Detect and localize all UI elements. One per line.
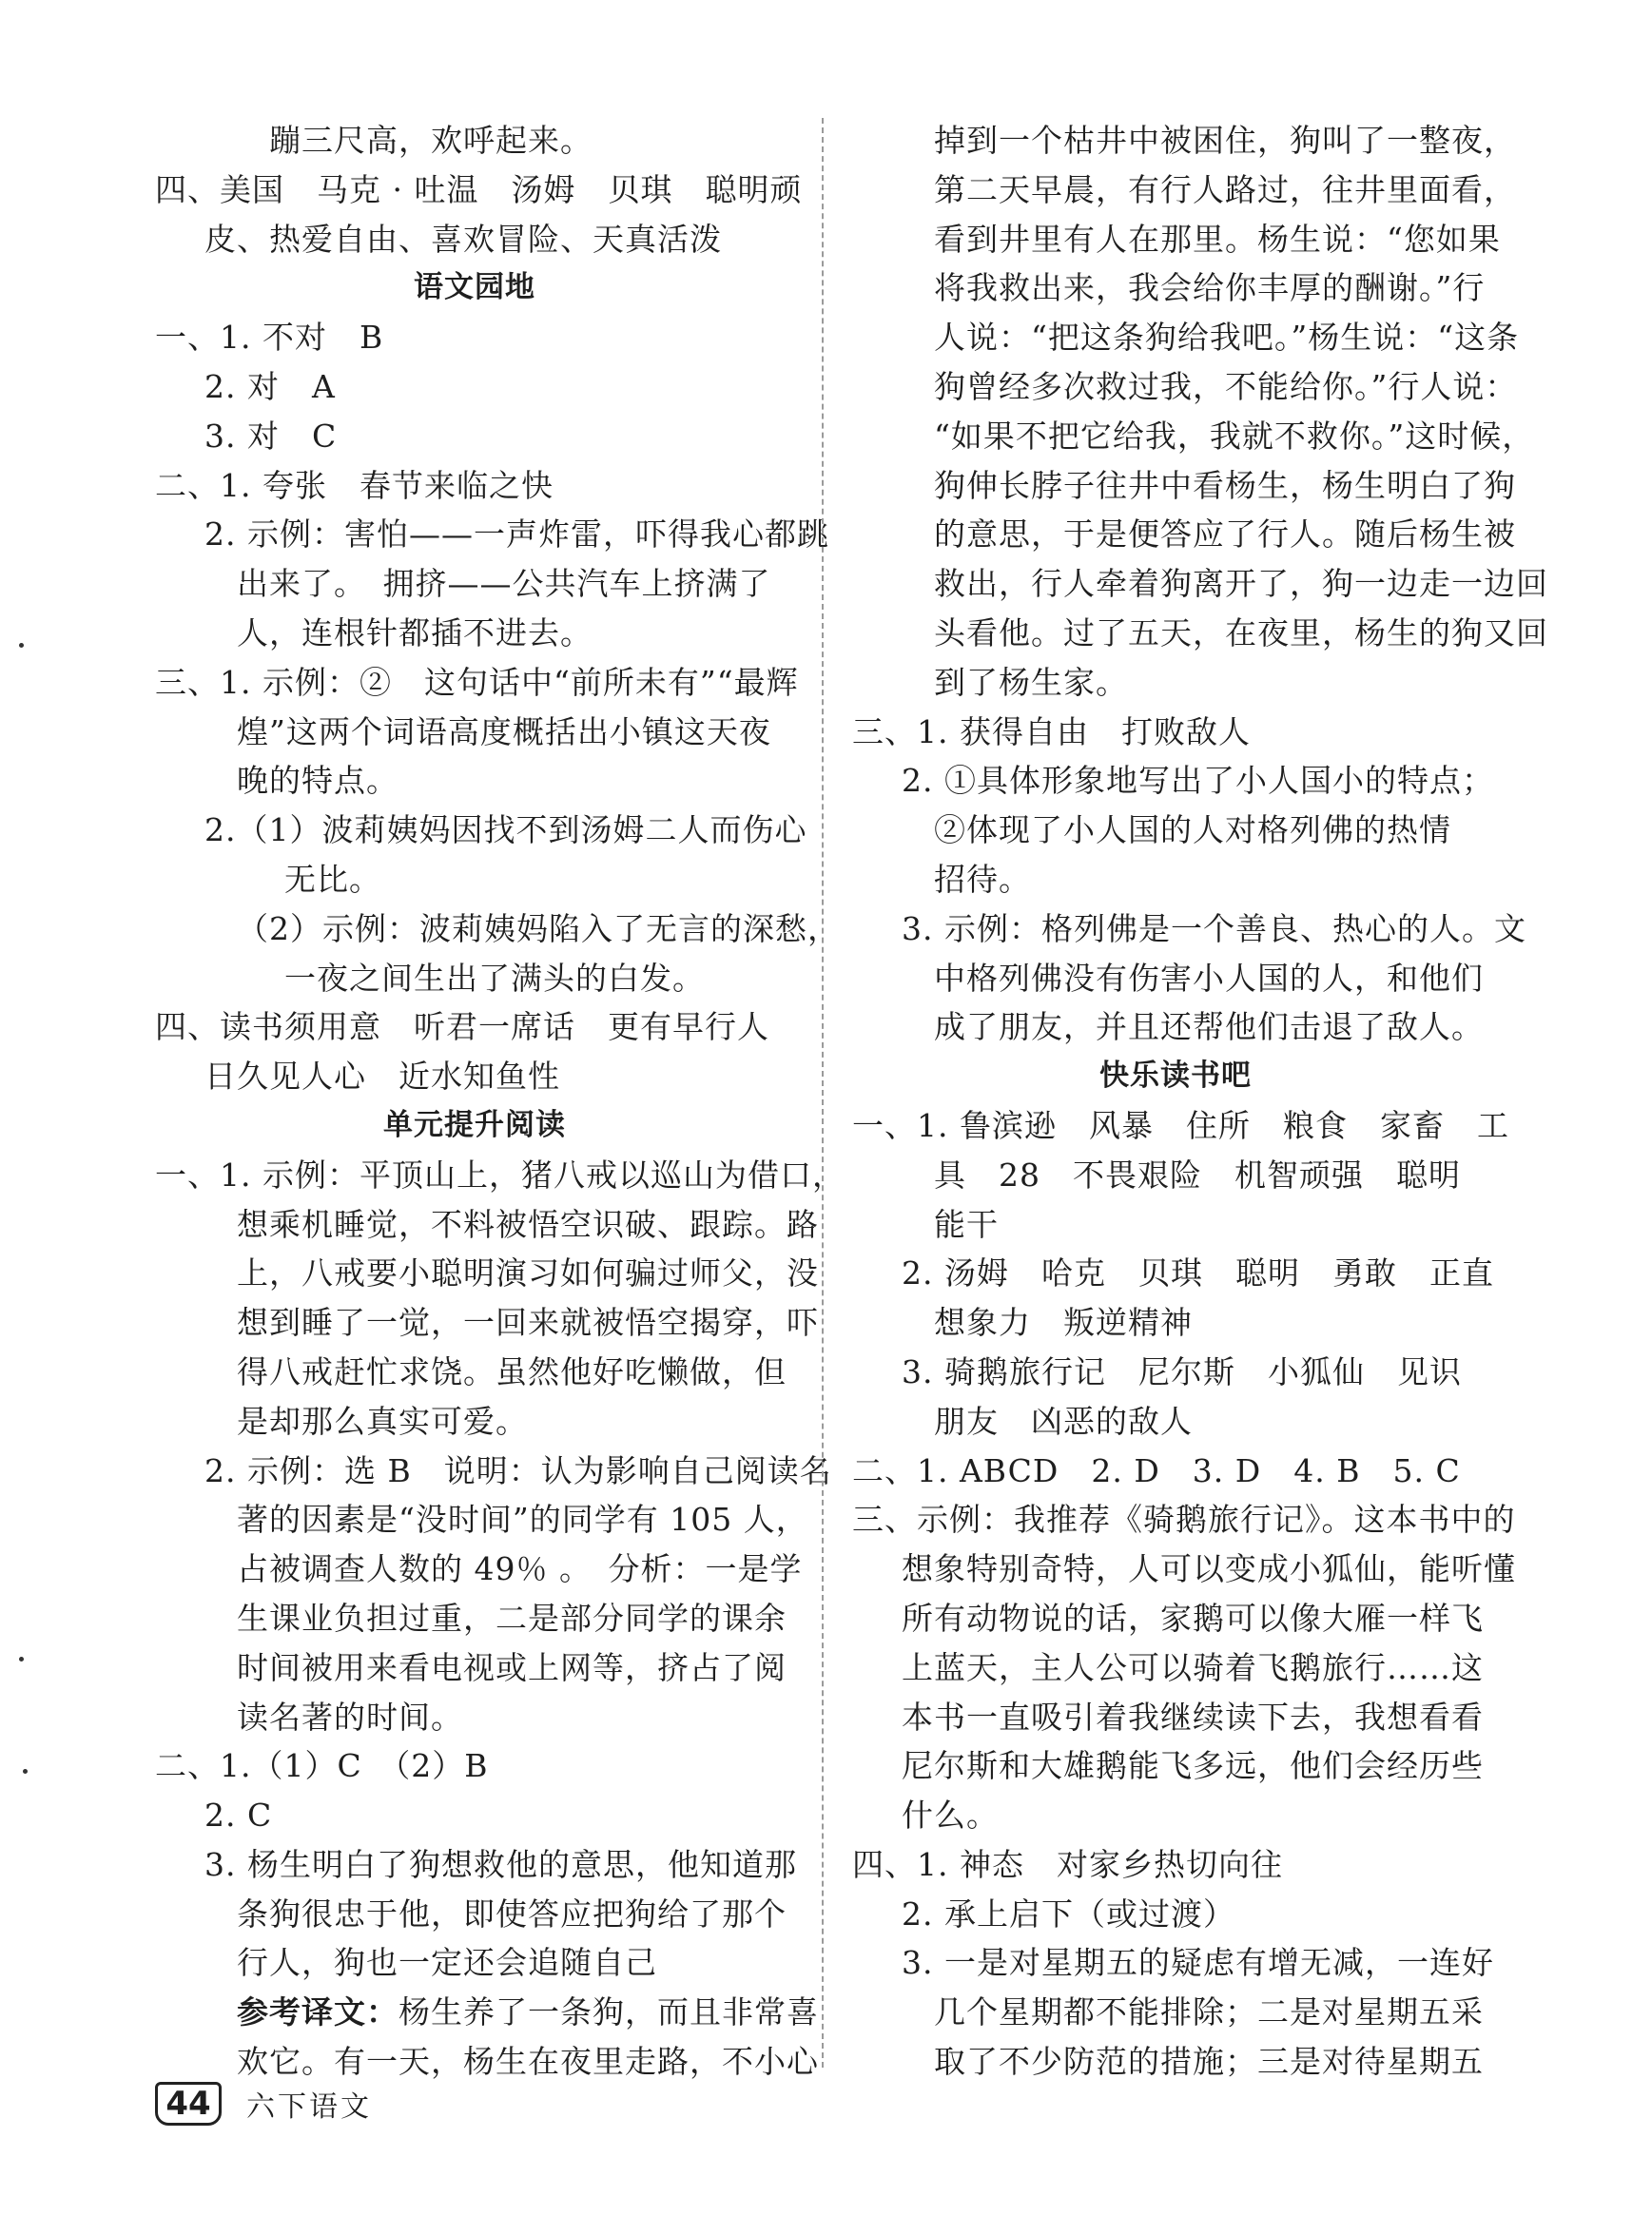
answer-line: 无比。 [284, 860, 381, 898]
section-heading: 单元提升阅读 [383, 1107, 566, 1142]
answer-line: 几个星期都不能排除；二是对星期五采 [934, 1993, 1484, 2031]
answer-line: 时间被用来看电视或上网等，挤占了阅 [237, 1648, 787, 1686]
answer-line: 四、1. 神态 对家乡热切向往 [852, 1845, 1283, 1883]
answer-line: 2. ①具体形象地写出了小人国小的特点； [902, 762, 1494, 800]
answer-line: 朋友 凶恶的敌人 [934, 1402, 1193, 1440]
answer-line: 四、读书须用意 听君一席话 更有早行人 [155, 1008, 769, 1046]
answer-line: 2. C [204, 1797, 273, 1835]
answer-line: 3. 一是对星期五的疑虑有增无减，一连好 [902, 1944, 1494, 1982]
answer-line: 3. 示例：格列佛是一个善良、热心的人。文 [902, 909, 1526, 947]
answer-line: 晚的特点。 [237, 762, 398, 800]
margin-dot [23, 1769, 28, 1774]
answer-line: 人，连根针都插不进去。 [237, 613, 593, 651]
answer-line: 2.（1）波莉姨妈因找不到汤姆二人而伤心 [204, 811, 807, 849]
answer-line: 三、示例：我推荐《骑鹅旅行记》。这本书中的 [852, 1501, 1516, 1539]
answer-line: 生课业负担过重，二是部分同学的课余 [237, 1599, 787, 1637]
left-column [155, 116, 845, 2087]
answer-line: 2. 承上启下（或过渡） [902, 1895, 1235, 1933]
answer-line: 占被调查人数的 49％ 。 分析：一是学 [237, 1550, 803, 1588]
book-title: 六下语文 [246, 2090, 372, 2124]
answer-line: 一夜之间生出了满头的白发。 [284, 959, 705, 997]
answer-line: 第二天早晨，有行人路过，往井里面看， [934, 170, 1516, 208]
answer-line: 头看他。过了五天，在夜里，杨生的狗又回 [934, 613, 1548, 651]
answer-line: 中格列佛没有伤害小人国的人，和他们 [934, 959, 1484, 997]
answer-line: 读名著的时间。 [237, 1698, 463, 1736]
answer-line: 具 28 不畏艰险 机智顽强 聪明 [934, 1156, 1461, 1194]
answer-line: 看到井里有人在那里。杨生说：“您如果 [934, 220, 1501, 258]
answer-line: 四、美国 马克 · 吐温 汤姆 贝琪 聪明顽 [155, 170, 803, 208]
answer-line: 取了不少防范的措施；三是对待星期五 [934, 2043, 1484, 2081]
section-heading: 语文园地 [414, 270, 535, 305]
answer-line: 想象特别奇特，人可以变成小狐仙，能听懂 [902, 1550, 1516, 1588]
answer-line: 行人，狗也一定还会追随自己 [237, 1944, 657, 1982]
answer-line: 的意思，于是便答应了行人。随后杨生被 [934, 515, 1516, 554]
section-heading: 快乐读书吧 [1099, 1059, 1252, 1094]
answer-line: 三、1. 获得自由 打败敌人 [852, 712, 1251, 750]
answer-line: 一、1. 鲁滨逊 风暴 住所 粮食 家畜 工 [852, 1106, 1509, 1144]
margin-dot [19, 643, 24, 648]
answer-line: 是却那么真实可爱。 [237, 1402, 528, 1440]
answer-line: 日久见人心 近水知鱼性 [204, 1058, 560, 1096]
answer-line: 救出，行人牵着狗离开了，狗一边走一边回 [934, 565, 1548, 603]
answer-line: 什么。 [902, 1797, 999, 1835]
answer-line: 三、1. 示例：② 这句话中“前所未有”“最辉 [155, 663, 799, 701]
answer-line: 狗伸长脖子往井中看杨生，杨生明白了狗 [934, 466, 1516, 504]
answer-line: 所有动物说的话，家鹅可以像大雁一样飞 [902, 1599, 1484, 1637]
answer-line: 一、1. 示例：平顶山上，猪八戒以巡山为借口， [155, 1156, 845, 1194]
answer-line: 本书一直吸引着我继续读下去，我想看看 [902, 1698, 1484, 1736]
answer-line: 将我救出来，我会给你丰厚的酬谢。”行 [934, 269, 1486, 307]
answer-line: 2. 对 A [204, 367, 336, 405]
answer-line: 想象力 叛逆精神 [934, 1304, 1193, 1342]
answer-line: ②体现了小人国的人对格列佛的热情 [934, 811, 1451, 849]
answer-line: 欢它。有一天，杨生在夜里走路，不小心 [237, 2043, 819, 2081]
answer-line: 人说：“把这条狗给我吧。”杨生说：“这条 [934, 319, 1520, 357]
answer-line: 煌”这两个词语高度概括出小镇这天夜 [237, 712, 771, 750]
answer-line: 二、1.（1）C （2）B [155, 1747, 489, 1785]
answer-line: 出来了。 拥挤——公共汽车上挤满了 [237, 565, 771, 603]
answer-line: 得八戒赶忙求饶。虽然他好吃懒做，但 [237, 1352, 787, 1390]
answer-line: 二、1. ABCD 2. D 3. D 4. B 5. C [852, 1451, 1461, 1489]
answer-line: 蹦三尺高，欢呼起来。 [269, 122, 593, 159]
answer-line: 2. 示例：害怕——一声炸雷，吓得我心都跳 [204, 515, 829, 554]
answer-line: 著的因素是“没时间”的同学有 105 人， [237, 1501, 808, 1539]
answer-line: 上，八戒要小聪明演习如何骗过师父，没 [237, 1254, 819, 1292]
answer-line: 条狗很忠于他，即使答应把狗给了那个 [237, 1895, 787, 1933]
answer-line: “如果不把它给我，我就不救你。”这时候， [934, 417, 1535, 455]
answer-line: 3. 骑鹅旅行记 尼尔斯 小狐仙 见识 [902, 1352, 1462, 1390]
answer-line: 二、1. 夸张 春节来临之快 [155, 466, 554, 504]
answer-line: （2）示例：波莉姨妈陷入了无言的深愁， [237, 909, 840, 947]
answer-line: 3. 对 C [204, 417, 338, 455]
answer-line: 想乘机睡觉，不料被悟空识破、跟踪。路 [237, 1205, 819, 1243]
answer-line: 到了杨生家。 [934, 663, 1128, 701]
page-number: 44 [155, 2082, 222, 2126]
answer-line: 成了朋友，并且还帮他们击退了敌人。 [934, 1008, 1484, 1046]
answer-line: 参考译文：杨生养了一条狗，而且非常喜 [237, 1993, 819, 2031]
answer-line: 尼尔斯和大雄鹅能飞多远，他们会经历些 [902, 1747, 1484, 1785]
page-footer [155, 2080, 372, 2128]
answer-line: 想到睡了一觉，一回来就被悟空揭穿，吓 [237, 1304, 819, 1342]
answer-line: 狗曾经多次救过我，不能给你。”行人说： [934, 367, 1518, 405]
answer-line: 能干 [934, 1205, 999, 1243]
answer-line: 2. 示例：选 B 说明：认为影响自己阅读名 [204, 1451, 832, 1489]
right-column [852, 116, 1548, 2087]
answer-line: 招待。 [934, 860, 1031, 898]
answer-line: 一、1. 不对 B [155, 319, 384, 357]
answer-line: 2. 汤姆 哈克 贝琪 聪明 勇敢 正直 [902, 1254, 1494, 1292]
margin-dot [19, 1657, 24, 1662]
column-divider [822, 118, 824, 2068]
answer-line: 掉到一个枯井中被困住，狗叫了一整夜， [934, 122, 1516, 159]
answer-line: 皮、热爱自由、喜欢冒险、天真活泼 [204, 220, 722, 258]
answer-line: 3. 杨生明白了狗想救他的意思，他知道那 [204, 1845, 797, 1883]
answer-line: 上蓝天，主人公可以骑着飞鹅旅行……这 [902, 1648, 1484, 1686]
bold-lead: 参考译文： [237, 1993, 398, 2031]
